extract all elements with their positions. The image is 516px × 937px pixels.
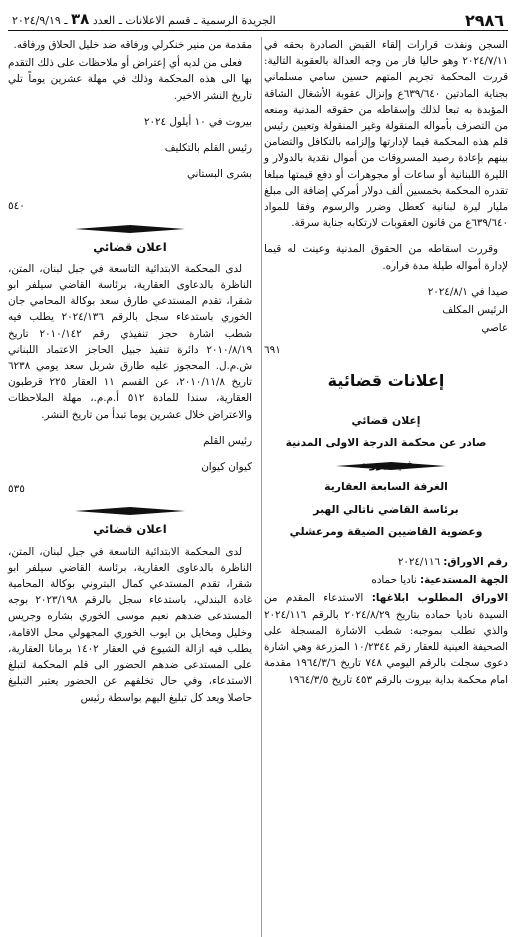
body-text: الاستدعاء المقدم من السيدة ناديا حماده بتاريخ ٢٠٢٤/٨/٢٩ بالرقم ٢٠٢٤/١١٦ والذي تطلب بموجبه: شطب الاشارة المسجلة على الصحيفة العينية للعقار رقم ١٠/٢٣٤٤ المزرعة وهي اشارة دعوى سجلت بالرقم اليومي ٧٤٨ تاريخ ١٩٦٤/٣/٦ مقدمة امام محكمة بداية بيروت بالرقم ٤٥٣ تاريخ ١٩٦٤/٣/٥ xyxy=(264,592,508,686)
page-number: ٢٩٨٦ xyxy=(464,11,504,30)
right-block1-sig-date: صيدا في ٢٠٢٤/٨/١ xyxy=(427,285,508,298)
left-block1-sig-name: بشرى البستاني xyxy=(186,168,252,181)
issue-date: ـ ٢٠٢٤/٩/١٩ xyxy=(12,14,68,27)
left-block2-sig-name: كيوان كيوان xyxy=(201,461,252,474)
ref-value: ٢٠٢٤/١١٦ xyxy=(397,556,440,569)
left-block3-body: لدى المحكمة الابتدائية التاسعة في جبل لبنان، المتن، الناظرة بالدعاوى العقارية، برئاسة القاضي سيلفر ابو شقرا، تقدم المستدعي كمال البتروني بوكالة المحامية غادة البندلي، باستدعاء سجل بالرقم ٢٠٢٣/١٩٨ بوجه المستدعى ضدهم نعيم موسى الخوري بشاره وجريس وخليل ومخايل بن ايوب الخوري المجهولي محل الاقامة، يطلب فيه ازالة الشيوع في العقار ١٤٠٢ برمانا العقارية، على المستدعى ضدهم الحضور الى قلم المحكمة لتبلغ الاستدعاء، وفي حال تخلفهم عن الحضور يعتبر التبليغ حاصلا ويعد كل تبليغ اليهم بواسطة رئيس xyxy=(8,545,252,704)
ref-label: رقم الاوراق: xyxy=(443,556,508,569)
right-block1-sig-role: الرئيس المكلف xyxy=(442,304,508,317)
page-header xyxy=(8,6,508,31)
left-block2-sig-role: رئيس القلم xyxy=(203,434,252,447)
left-block3-title: اعلان قضائي xyxy=(93,522,167,537)
right-column xyxy=(264,37,508,708)
left-block2-title: اعلان قضائي xyxy=(93,239,167,254)
body-label: الاوراق المطلوب ابلاغها: xyxy=(371,592,509,605)
right-block2-line3: الغرفة السابعة العقارية xyxy=(324,480,448,494)
right-block2-line1: صادر عن محكمة الدرجة الاولى المدنية xyxy=(285,436,487,450)
right-block2-title: إعلان قضائي xyxy=(351,413,421,427)
right-block1-sig-name: عاصي xyxy=(481,322,508,335)
left-block2-body: لدى المحكمة الابتدائية التاسعة في جبل لبنان، المتن، الناظرة بالدعاوى العقارية، برئاسة القاضي سيلفر ابو شقرا، تقدم المستدعي طارق سعد بوكالة المحامي جان الخوري باستدعاء سجل بالرقم ٢٠٢٤/١٣٦ يطلب فيه شطب اشارة حجز تنفيذي رقم ٢٠١٠/١٤٢ تاريخ ٢٠١٠/٨/١٩ دائرة تنفيذ جبيل الحاجز الاعتماد اللبناني ش.م.ل. المحجوز عليه طارق شربل سعد يومي ٦٢٣٨ تاريخ ٢٠١٠/١١/٨، عن القسم ١١ العقار ٢٢٥ قرطبون العقارية، سندا للمادة ٥١٢ أ.م.م.، مهلة الملاحظات والاعتراض خلال عشرين يوما تبدأ من تاريخ النشر. xyxy=(8,262,252,421)
separator-ornament xyxy=(75,225,185,233)
right-block1-paragraph-2: وقررت اسقاطه من الحقوق المدنية وعينت له قيما لإدارة أمواله طيلة مدة فراره. xyxy=(264,243,508,272)
right-block2-body xyxy=(264,590,508,687)
right-block2-line4: برئاسة القاضي ناتالي الهبر xyxy=(313,502,459,516)
header-title-prefix: الجريدة الرسمية ـ قسم الاعلانات ـ العدد xyxy=(92,14,276,27)
left-block2-code: ٥٣٥ xyxy=(8,483,25,496)
right-block2-party xyxy=(264,572,508,588)
column-divider xyxy=(261,37,262,937)
left-block1-sig-date: بيروت في ١٠ أيلول ٢٠٢٤ xyxy=(143,115,252,128)
left-block1-code: ٥٤٠ xyxy=(8,200,25,213)
columns xyxy=(8,37,508,708)
header-title xyxy=(12,12,276,28)
right-block2-line5: وعضوية القاضيين الضيقة ومرعشلي xyxy=(289,524,483,538)
party-label: الجهة المستدعية: xyxy=(420,574,508,587)
left-block1-sig-role: رئيس القلم بالتكليف xyxy=(164,142,252,155)
left-column xyxy=(8,37,252,708)
right-block1-code: ٦٩١ xyxy=(264,344,281,357)
issue-number: ٣٨ xyxy=(71,10,90,28)
right-block2-ref xyxy=(264,554,508,570)
section-title: إعلانات قضائية xyxy=(327,370,445,390)
right-block1-paragraph: السجن ونفذت قرارات إلقاء القبض الصادرة بحقه في ٢٠٢٤/٧/١١ وهو حاليا فار من وجه العدالة بالعقوبة التالية: قررت المحكمة تجريم المتهم حسين سامي مسلماني بجناية المادتين ٦٣٩/٦٤٠ع وإنزال عقوبة الأشغال الشاقة المؤبدة به تبعا لذلك وإسقاطه من حقوقه المدنية ومنعه من التصرف بأمواله المنقولة وغير المنقولة وتعيين رئيس قلم هذه المحكمة قيما لإدارتها وإلزامه بالتكافل والتضامن بينهم بإعادة رصيد المسروقات من أموال نقدية بالدولار و الليرة اللبنانية أو ساعات أو مجوهرات أو دفع قيمتها مبلغا تقدره المحكمة بخمسين ألف دولار أمركي إضافة الى مبلغ مليار ليرة لبنانية كعطل وضرر والرسوم وفقا للمواد ٦٣٩/٦٤٠ع من قانون العقوبات لارتكابه جناية سرقة. xyxy=(264,39,508,230)
separator-ornament xyxy=(336,462,446,470)
left-block1-paragraph-2: فعلى من لديه أي إعتراض أو ملاحظات على ذلك التقدم بها الى هذه المحكمة وذلك في مهلة عشرين يوماً تلي تاريخ النشر الاخير. xyxy=(8,57,252,102)
party-value: ناديا حماده xyxy=(371,574,417,587)
separator-ornament xyxy=(75,507,185,515)
left-block1-paragraph: مقدمة من منير خنكرلي ورفاقه ضد خليل الحلاق ورفاقه. xyxy=(13,39,252,51)
